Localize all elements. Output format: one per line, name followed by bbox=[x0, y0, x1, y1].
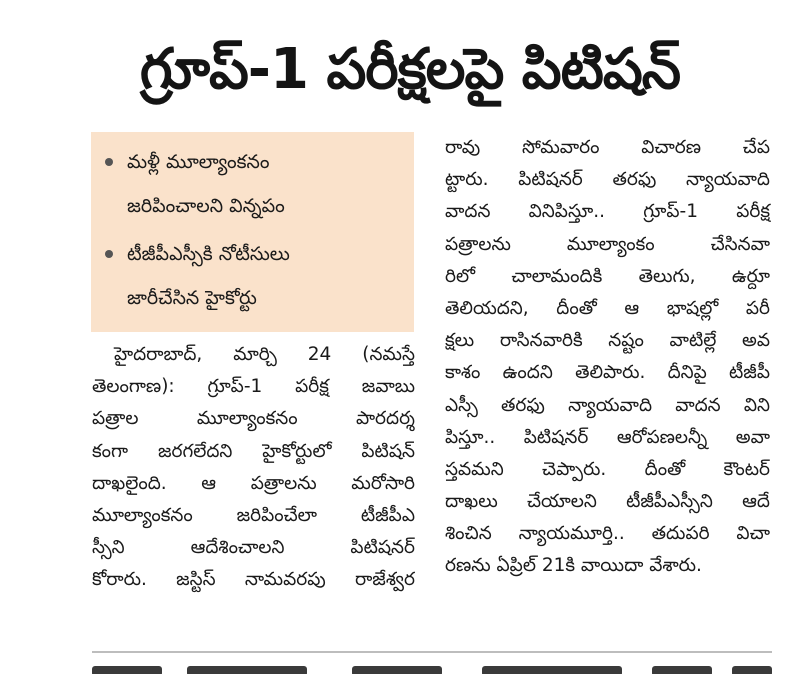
highlight-line: మళ్లీ మూల్యాంకనం bbox=[127, 151, 270, 173]
article-line: వాదన వినిపిస్తూ.. గ్రూప్‌-1 పరీక్ష bbox=[445, 201, 770, 223]
highlight-item bbox=[105, 140, 405, 228]
article-line: పత్రాల మూల్యాంకనం పారదర్శ bbox=[92, 408, 415, 430]
article-line: మూల్యాంకనం జరిపించేలా టీజీపీఎ bbox=[92, 504, 415, 526]
article-line: రిలో చాలామందికి తెలుగు, ఉర్దూ bbox=[445, 265, 770, 287]
next-article-cut-off bbox=[92, 664, 772, 674]
article-line: కంగా జరగలేదని హైకోర్టులో పిటిషన్‌ bbox=[92, 440, 415, 462]
highlight-line: టీజీపీఎస్సీకి నోటీసులు bbox=[127, 243, 290, 265]
headline: గ్రూప్‌-1 పరీక్షలపై పిటిషన్‌ bbox=[139, 37, 681, 102]
highlight-line: జరిపించాలని విన్నపం bbox=[127, 195, 285, 217]
highlight-line: జారీచేసిన హైకోర్టు bbox=[127, 287, 257, 309]
article-line: పత్రాలను మూల్యాంకం చేసినవా bbox=[445, 233, 770, 255]
highlight-item bbox=[105, 232, 405, 320]
article-line: పిస్తూ.. పిటిషనర్‌ ఆరోపణలన్నీ అవా bbox=[445, 426, 770, 448]
bullet-icon bbox=[105, 158, 113, 166]
article-line: దాఖలు చేయాలని టీజీపీఎస్సీని ఆదే bbox=[445, 491, 770, 513]
article-column-right bbox=[445, 132, 770, 583]
bullet-icon bbox=[105, 250, 113, 258]
article-column-left bbox=[92, 339, 415, 597]
article-line: దాఖలైంది. ఆ పత్రాలను మరోసారి bbox=[92, 472, 415, 494]
article-line: స్తవమని చెప్పారు. దీంతో కౌంటర్‌ bbox=[445, 458, 770, 480]
article-line: స్సీని ఆదేశించాలని పిటిషనర్‌ bbox=[92, 537, 415, 559]
article-line: శించిన న్యాయమూర్తి.. తదుపరి విచా bbox=[445, 523, 770, 545]
highlight-box bbox=[91, 132, 414, 332]
article-line: కాశం ఉందని తెలిపారు. దీనిపై టీజీపీ bbox=[445, 362, 770, 384]
article-line: తెలంగాణ): గ్రూప్‌-1 పరీక్ష జవాబు bbox=[92, 376, 415, 398]
article-line: రణను ఏప్రిల్‌ 21కి వాయిదా వేశారు. bbox=[445, 555, 702, 577]
section-divider bbox=[92, 651, 772, 653]
article-line: హైదరాబాద్‌, మార్చి 24 (నమస్తే bbox=[114, 344, 415, 365]
article-line: ఎస్సీ తరఫు న్యాయవాది వాదన విని bbox=[445, 394, 770, 416]
article-line: క్షలు రాసినవారికి నష్టం వాటిల్లే అవ bbox=[445, 330, 770, 352]
article-line: కోరారు. జస్టిస్‌ నామవరపు రాజేశ్వర bbox=[92, 569, 415, 591]
article-line: తెలియదని, దీంతో ఆ భాషల్లో పరీ bbox=[445, 297, 770, 319]
article-line: రావు సోమవారం విచారణ చేప bbox=[445, 137, 770, 158]
article-line: ట్టారు. పిటిషనర్‌ తరఫు న్యాయవాది bbox=[445, 169, 770, 191]
